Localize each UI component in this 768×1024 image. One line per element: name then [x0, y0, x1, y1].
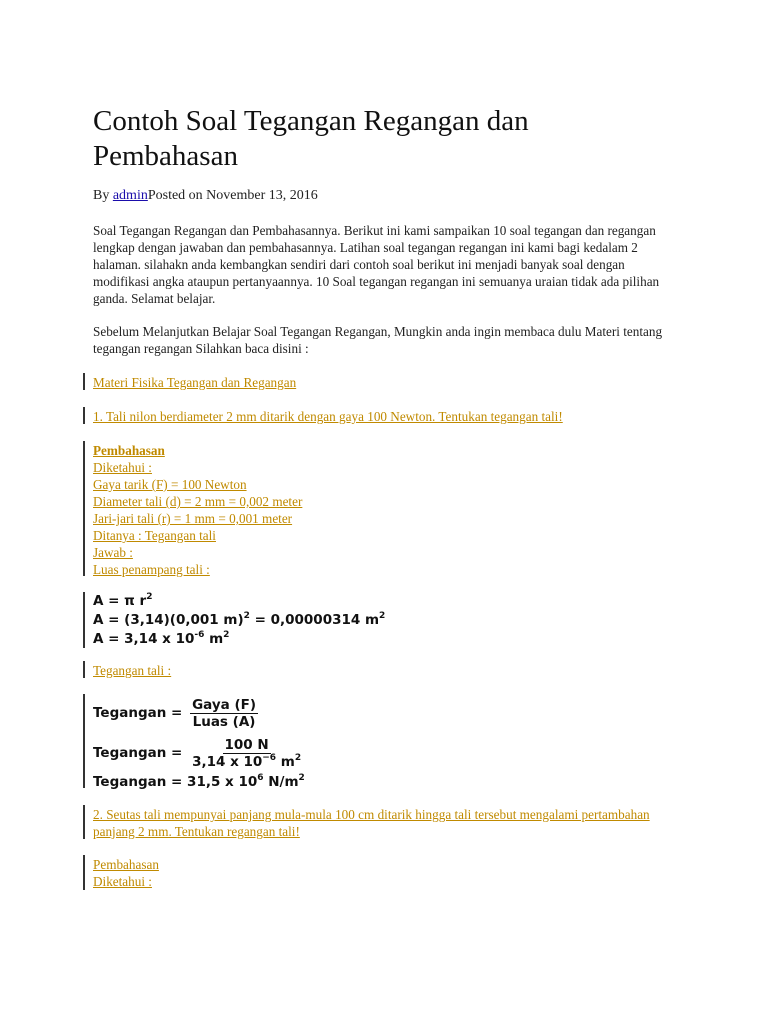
materi-link[interactable]: Materi Fisika Tegangan dan Regangan	[93, 375, 297, 390]
question-1-link[interactable]: 1. Tali nilon berdiameter 2 mm ditarik dengan gaya 100 Newton. Tentukan tegangan tali!	[93, 409, 563, 424]
solution-line[interactable]: Diketahui :	[93, 460, 152, 475]
solution-heading[interactable]: Pembahasan	[93, 443, 165, 458]
quote-bar	[83, 694, 85, 788]
solution-line[interactable]: Jawab :	[93, 545, 133, 560]
materi-block	[93, 374, 296, 391]
solution-2	[93, 856, 159, 890]
quote-bar	[83, 373, 85, 390]
author-link[interactable]: admin	[112, 188, 148, 203]
page-title: Contoh Soal Tegangan Regangan dan Pembahasan	[93, 105, 529, 172]
question-2-link[interactable]: 2. Seutas tali mempunyai panjang mula-mula 100 cm ditarik hingga tali tersebut mengalami pertambahan panjang 2 mm. Tentukan regangan tali!	[93, 807, 650, 839]
quote-bar	[83, 805, 85, 839]
before-paragraph: Sebelum Melanjutkan Belajar Soal Tegangan Regangan, Mungkin anda ingin membaca dulu Materi tentang tegangan regangan Silahkan baca disini :	[93, 324, 663, 356]
solution-line[interactable]: Diketahui :	[93, 874, 152, 889]
quote-bar	[83, 592, 85, 648]
quote-bar	[83, 441, 85, 576]
tegangan-label-block	[93, 662, 171, 679]
area-formula: A = π $r^2$ A = (3,14)(0,001 m)$^2$ = 0,00000314 $m^2$ A = 3,14 x $10^{-6}$ $m^2$	[93, 592, 386, 647]
solution-line[interactable]: Jari-jari tali (r) = 1 mm = 0,001 meter	[93, 511, 293, 526]
question-2	[93, 806, 683, 840]
post-date: Posted on November 13, 2016	[147, 188, 318, 203]
solution-line[interactable]: Luas penampang tali :	[93, 562, 210, 577]
tegangan-label[interactable]: Tegangan tali :	[93, 663, 172, 678]
solution-heading[interactable]: Pembahasan	[93, 857, 159, 872]
byline: By adminPosted on November 13, 2016	[93, 188, 318, 203]
solution-line[interactable]: Ditanya : Tegangan tali	[93, 528, 216, 543]
quote-bar	[83, 855, 85, 890]
stress-formula: Tegangan = $\frac{\text{Gaya (F)}}{\text{Luas (A)}}$ Tegangan = $\frac{100 N}{3,14 x 10^{-6} m^2}$ Tegangan = 31,5 x $10^6$ $N/m^2$	[93, 696, 305, 790]
quote-bar	[83, 407, 85, 424]
solution-line[interactable]: Gaya tarik (F) = 100 Newton	[93, 477, 247, 492]
solution-1	[93, 442, 302, 578]
quote-bar	[83, 661, 85, 678]
intro-paragraph: Soal Tegangan Regangan dan Pembahasannya. Berikut ini kami sampaikan 10 soal tegangan dan regangan lengkap dengan jawaban dan pembahasannya. Latihan soal tegangan regangan ini kami bagi kedalam 2 halaman. silahakn anda kembangkan sendiri dari contoh soal berikut ini menjadi banyak soal dengan modifikasi angka ataupun pertanyaannya. 10 Soal tegangan regangan ini semuanya uraian tidak ada pilihan ganda. Selamat belajar.	[93, 223, 660, 306]
question-1	[93, 408, 563, 425]
solution-line[interactable]: Diameter tali (d) = 2 mm = 0,002 meter	[93, 494, 303, 509]
